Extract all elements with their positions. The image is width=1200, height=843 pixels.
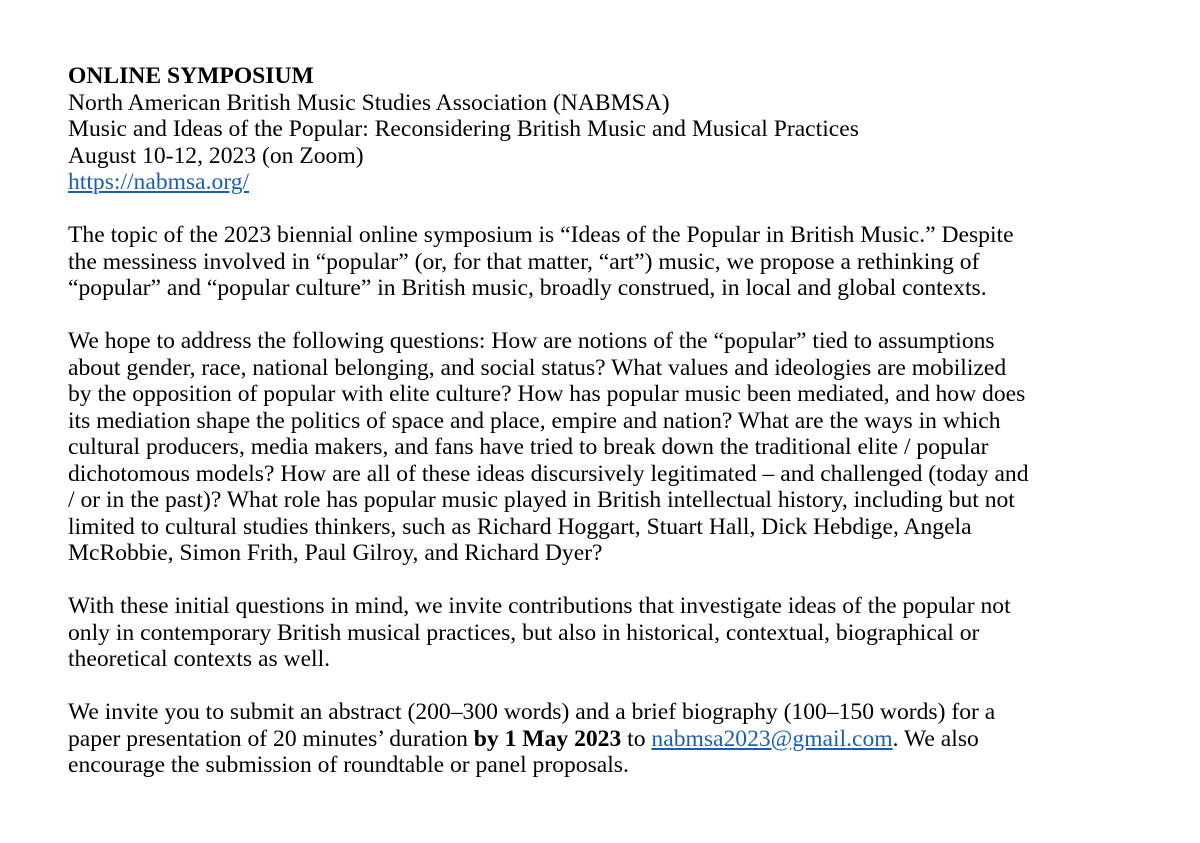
intro-paragraph: The topic of the 2023 biennial online symposium is “Ideas of the Popular in British Music.” Despite the messiness involved in “popular” (or, for that matter, “art”) music, we propose a rethinking of “popular” and “popular culture” in British music, broadly construed, in local and global contexts. xyxy=(68,222,1014,301)
submission-text-start: We invite you to submit an abstract (200–300 words) and a brief biography (100–150 words) for a paper presentation of 20 minutes’ duration xyxy=(68,699,996,752)
theme-line: Music and Ideas of the Popular: Reconsidering British Music and Musical Practices xyxy=(68,116,859,142)
deadline-text: by 1 May 2023 xyxy=(473,725,622,752)
organization-line: North American British Music Studies Association (NABMSA) xyxy=(68,89,670,116)
submission-paragraph xyxy=(68,699,1168,779)
page-title: ONLINE SYMPOSIUM xyxy=(68,63,314,89)
contributions-paragraph: With these initial questions in mind, we invite contributions that investigate ideas of the popular not only in contemporary British musical practices, but also in historical, contextual, biographical or theoretical contexts as well. xyxy=(68,593,1011,672)
website-link[interactable]: https://nabmsa.org/ xyxy=(68,169,250,195)
dates-line: August 10-12, 2023 (on Zoom) xyxy=(68,142,364,169)
document-page xyxy=(68,63,1168,779)
questions-paragraph: We hope to address the following questions: How are notions of the “popular” tied to assumptions about gender, race, national belonging, and social status? What values and ideologies are mobilized by the opposition of popular with elite culture? How has popular music been mediated, and how does its mediation shape the politics of space and place, empire and nation? What are the ways in which cultural producers, media makers, and fans have tried to break down the traditional elite / popular dichotomous models? How are all of these ideas discursively legitimated – and challenged (today and / or in the past)? What role has popular music played in British intellectual history, including but not limited to cultural studies thinkers, such as Richard Hoggart, Stuart Hall, Dick Hebdige, Angela McRobbie, Simon Frith, Paul Gilroy, and Richard Dyer? xyxy=(68,328,1029,566)
submission-text-end: . We also encourage the submission of roundtable or panel proposals. xyxy=(68,725,979,778)
email-link[interactable]: nabmsa2023@gmail.com xyxy=(651,725,893,752)
submission-text-to: to xyxy=(621,725,652,752)
